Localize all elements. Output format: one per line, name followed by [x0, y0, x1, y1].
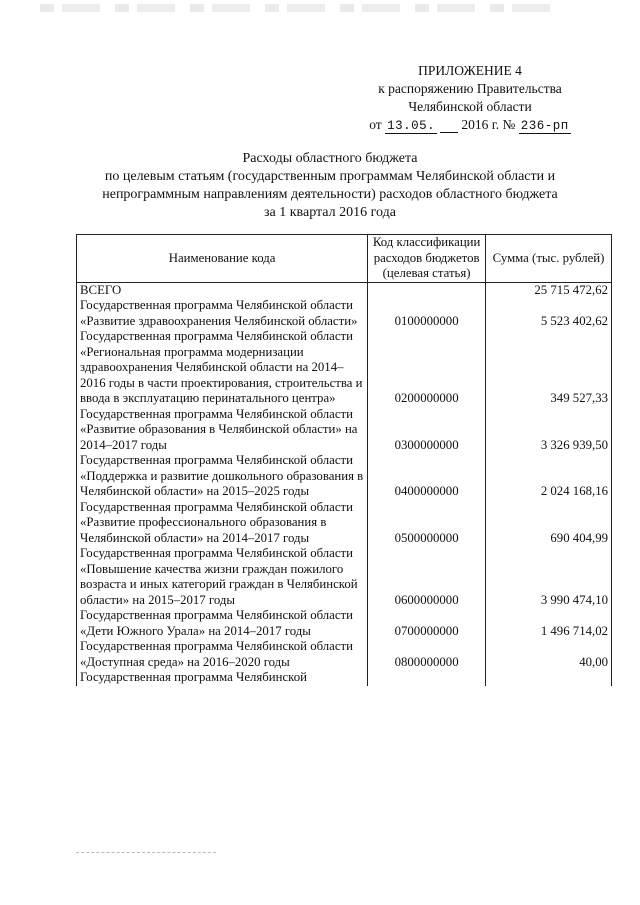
row-name: ВСЕГО	[77, 282, 368, 298]
date-value: 13.05.	[387, 119, 436, 133]
row-name: Государственная программа Челябинской области «Развитие профессионального образования в Челябинской области» на 2014–2017 годы	[77, 500, 368, 547]
scan-artifact	[40, 4, 560, 12]
row-code: 0100000000	[368, 298, 486, 329]
row-name: Государственная программа Челябинской области «Поддержка и развитие дошкольного образования в Челябинской области» на 2015–2025 годы	[77, 453, 368, 500]
row-name: Государственная программа Челябинской области «Дети Южного Урала» на 2014–2017 годы	[77, 608, 368, 639]
row-code: 0600000000	[368, 546, 486, 608]
row-name: Государственная программа Челябинской области «Повышение качества жизни граждан пожилого возраста и иных категорий граждан в Челябинской области» на 2015–2017 годы	[77, 546, 368, 608]
title-line-4: за 1 квартал 2016 года	[264, 205, 396, 220]
table-row	[77, 298, 612, 329]
row-sum: 690 404,99	[486, 500, 612, 547]
table-row	[77, 546, 612, 608]
header-sum: Сумма (тыс. рублей)	[486, 235, 612, 283]
decree-number: 236-рп	[520, 119, 569, 133]
row-sum: 3 326 939,50	[486, 407, 612, 454]
row-sum	[486, 670, 612, 686]
row-sum: 40,00	[486, 639, 612, 670]
row-code	[368, 670, 486, 686]
appendix-header	[320, 62, 620, 135]
title-line-2: по целевым статьям (государственным программам Челябинской области и	[104, 169, 556, 184]
row-name: Государственная программа Челябинской области «Региональная программа модернизации здравоохранения Челябинской области на 2014–2016 годы в части проектирования, строительства и ввода в эксплуатацию перинатального центра»	[77, 329, 368, 407]
header-code: Код классификации расходов бюджетов (целевая статья)	[368, 235, 486, 283]
row-sum: 5 523 402,62	[486, 298, 612, 329]
table-body	[77, 282, 612, 686]
table-row	[77, 453, 612, 500]
date-prefix: от	[369, 117, 382, 132]
table-row	[77, 670, 612, 686]
table-header-row	[77, 235, 612, 283]
title-line-1: Расходы областного бюджета	[242, 151, 418, 166]
table-row	[77, 500, 612, 547]
row-sum: 3 990 474,10	[486, 546, 612, 608]
row-name: Государственная программа Челябинской	[77, 670, 368, 686]
row-sum: 1 496 714,02	[486, 608, 612, 639]
year-label: 2016 г. №	[461, 117, 516, 132]
row-code: 0500000000	[368, 500, 486, 547]
row-code: 0800000000	[368, 639, 486, 670]
row-code: 0700000000	[368, 608, 486, 639]
table-row	[77, 282, 612, 298]
row-code: 0300000000	[368, 407, 486, 454]
table-row	[77, 639, 612, 670]
header-name: Наименование кода	[77, 235, 368, 283]
row-code	[368, 282, 486, 298]
row-sum: 349 527,33	[486, 329, 612, 407]
document-title	[60, 150, 600, 222]
appendix-date-line	[320, 116, 620, 135]
table-row	[77, 329, 612, 407]
appendix-region: Челябинской области	[408, 99, 532, 114]
row-name: Государственная программа Челябинской области «Доступная среда» на 2016–2020 годы	[77, 639, 368, 670]
appendix-ref: к распоряжению Правительства	[378, 81, 562, 96]
row-code: 0200000000	[368, 329, 486, 407]
title-line-3: непрограммным направлениям деятельности) расходов областного бюджета	[102, 187, 558, 202]
row-sum: 2 024 168,16	[486, 453, 612, 500]
row-sum: 25 715 472,62	[486, 282, 612, 298]
budget-table	[76, 234, 612, 686]
appendix-title: ПРИЛОЖЕНИЕ 4	[418, 63, 522, 78]
row-name: Государственная программа Челябинской области «Развитие образования в Челябинской области» на 2014–2017 годы	[77, 407, 368, 454]
row-code: 0400000000	[368, 453, 486, 500]
table-row	[77, 608, 612, 639]
scan-artifact-bottom	[76, 852, 216, 854]
row-name: Государственная программа Челябинской области «Развитие здравоохранения Челябинской области»	[77, 298, 368, 329]
table-row	[77, 407, 612, 454]
